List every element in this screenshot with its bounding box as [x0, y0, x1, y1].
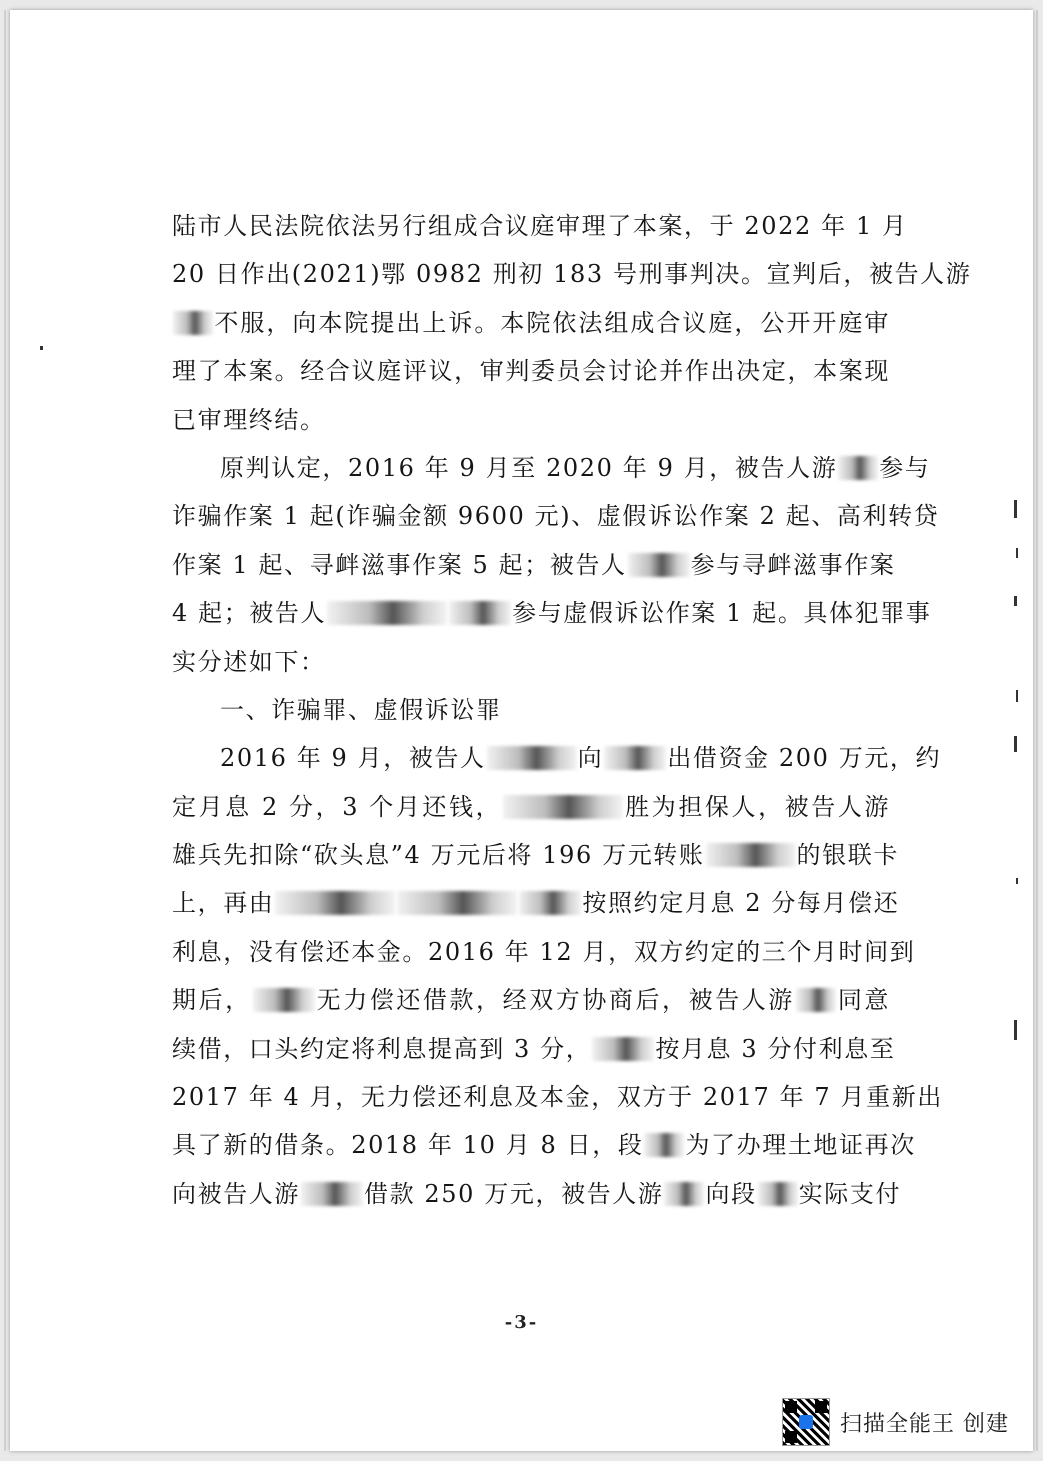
text-line: 利息，没有偿还本金。2016 年 12 月，双方约定的三个月时间到 — [172, 937, 916, 966]
text-line: 4 起；被告人 参与虚假诉讼作案 1 起。具体犯罪事 — [172, 599, 932, 628]
redacted-name — [664, 1182, 704, 1206]
redacted-name — [519, 891, 581, 915]
text-line: 续借，口头约定将利息提高到 3 分， 按月息 3 分付利息至 — [172, 1034, 896, 1063]
redacted-name — [644, 1133, 684, 1157]
text-line: 定月息 2 分，3 个月还钱， 胜为担保人，被告人游 — [172, 792, 890, 821]
app-logo-icon — [799, 1415, 813, 1429]
redacted-name — [503, 795, 623, 819]
text-line: 作案 1 起、寻衅滋事作案 5 起；被告人 参与寻衅滋事作案 — [172, 550, 896, 579]
redacted-name — [487, 746, 577, 770]
text-line: 2016 年 9 月，被告人 向 出借资金 200 万元，约 — [220, 744, 942, 773]
text-line: 上，再由 按照约定月息 2 分每月偿还 — [172, 889, 900, 918]
redacted-name — [301, 1182, 363, 1206]
redacted-name — [604, 746, 666, 770]
text-line: 期后， 无力偿还借款，经双方协商后，被告人游 同意 — [172, 986, 890, 1015]
redacted-name — [838, 456, 878, 480]
scanner-watermark — [782, 1397, 1009, 1447]
text-line: 具了新的借条。2018 年 10 月 8 日，段 为了办理土地证再次 — [172, 1131, 916, 1160]
text-line: 雄兵先扣除“砍头息”4 万元后将 196 万元转账 的银联卡 — [172, 841, 899, 870]
text-line: 2017 年 4 月，无力偿还利息及本金，双方于 2017 年 7 月重新出 — [172, 1083, 943, 1112]
section-heading-fraud — [172, 686, 890, 734]
page-number: -3- — [504, 1312, 539, 1333]
redacted-name — [758, 1182, 798, 1206]
judgment-body-text — [172, 202, 972, 1218]
text-line: 向被告人游 借款 250 万元，被告人游 向段 实际支付 — [172, 1179, 902, 1208]
redacted-name — [253, 988, 315, 1012]
redacted-name — [592, 1037, 654, 1061]
text-line: 原判认定，2016 年 9 月至 2020 年 9 月，被告人游 参与 — [220, 453, 931, 482]
paragraph-original-findings — [172, 444, 940, 686]
text-line: 一、诈骗罪、虚假诉讼罪 — [220, 695, 502, 724]
redacted-name — [275, 891, 395, 915]
text-line: 20 日作出(2021)鄂 0982 刑初 183 号刑事判决。宣判后，被告人游 — [172, 260, 972, 289]
left-page-edge — [4, 10, 6, 1451]
right-page-edge — [1036, 10, 1038, 1451]
redacted-name — [397, 891, 517, 915]
redacted-name — [449, 601, 511, 625]
paragraph-fraud-details — [172, 734, 943, 1218]
text-line: 理了本案。经合议庭评议，审判委员会讨论并作出决定，本案现 — [172, 357, 890, 386]
text-line: 实分述如下： — [172, 647, 326, 676]
text-line: 已审理终结。 — [172, 405, 326, 434]
text-line: 诈骗作案 1 起(诈骗金额 9600 元)、虚假诉讼作案 2 起、高利转贷 — [172, 502, 940, 531]
text-line: 陆市人民法院依法另行组成合议庭审理了本案，于 2022 年 1 月 — [172, 212, 908, 240]
watermark-text: 扫描全能王 创建 — [840, 1411, 1009, 1437]
redacted-name — [796, 988, 836, 1012]
paragraph-trial-history — [172, 202, 972, 444]
redacted-name — [327, 601, 447, 625]
redacted-name — [628, 553, 690, 577]
text-line: 不服，向本院提出上诉。本院依法组成合议庭，公开开庭审 — [172, 299, 890, 347]
redacted-name — [173, 311, 213, 335]
redacted-name — [706, 843, 796, 867]
